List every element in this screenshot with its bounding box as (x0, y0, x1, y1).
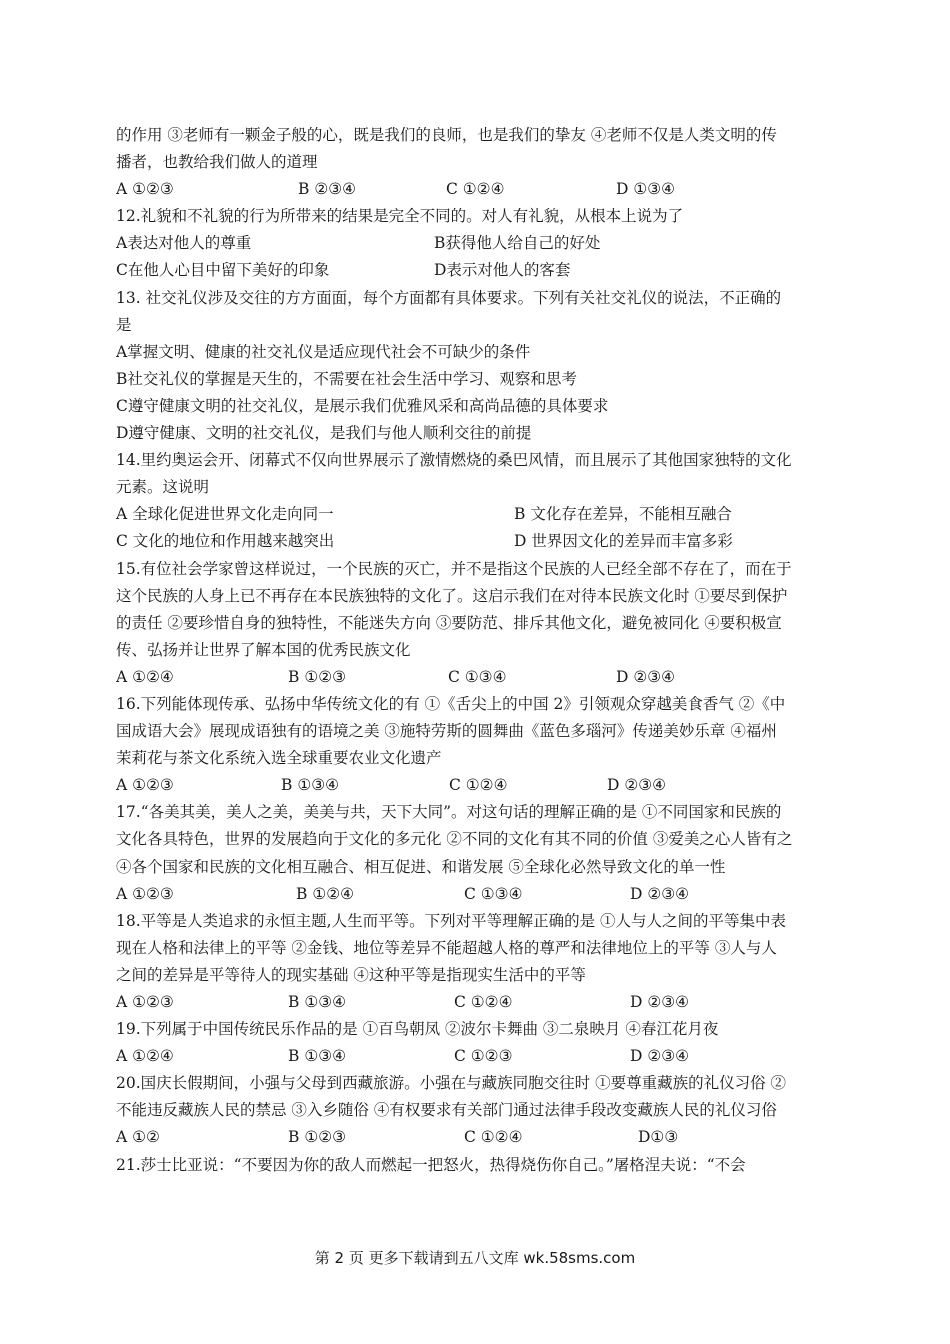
question-14 (116, 447, 838, 555)
option-b: B 文化存在差异，不能相互融合 (514, 505, 732, 524)
option-a: A ①②④ (116, 667, 174, 686)
option-d: D ②③④ (630, 993, 690, 1011)
question-text-line: 17.“各美其美，美人之美，美美与共，天下大同”。对这句话的理解正确的是 ①不同国家和民族的 (116, 803, 782, 822)
question-text-line: 元素。这说明 (116, 478, 210, 497)
option-a: A ①②③ (116, 180, 174, 199)
option-d: D表示对他人的客套 (434, 261, 571, 280)
question-21 (116, 1152, 838, 1179)
question-text-line: 21.莎士比亚说：“不要因为你的敌人而燃起一把怒火，热得烧伤你自己。”屠格涅夫说：“不会 (116, 1155, 746, 1174)
option-c: C ①②③ (454, 1047, 513, 1066)
option-d: D ①③④ (616, 180, 676, 199)
option-d: D 世界因文化的差异而丰富多彩 (514, 532, 733, 551)
question-13 (116, 285, 838, 448)
answer-options (116, 501, 838, 528)
option-a: A表达对他人的尊重 (116, 234, 252, 253)
question-17 (116, 799, 838, 907)
question-text-line: 20.国庆长假期间，小强与父母到西藏旅游。小强在与藏族同胞交往时 ①要尊重藏族的礼仪习俗 ② (116, 1074, 787, 1093)
option-a: A掌握文明、健康的社交礼仪是适应现代社会不可缺少的条件 (116, 342, 531, 361)
question-15 (116, 556, 838, 691)
option-c: C ①③④ (448, 667, 507, 686)
question-text-line: 现在人格和法律上的平等 ②金钱、地位等差异不能超越人格的尊严和法律地位上的平等 ③人与人 (116, 938, 777, 957)
question-text-line: 13. 社交礼仪涉及交往的方方面面，每个方面都有具体要求。下列有关社交礼仪的说法，不正确的 (116, 288, 782, 307)
answer-options (116, 664, 838, 691)
page-footer: 第 2 页 更多下载请到五八文库 wk.58sms.com (314, 1249, 636, 1267)
option-c: C遵守健康文明的社交礼仪，是展示我们优雅风采和高尚品德的具体要求 (116, 396, 609, 415)
question-text-line: 18.平等是人类追求的永恒主题,人生而平等。下列对平等理解正确的是 ①人与人之间的平等集中表 (116, 911, 787, 930)
question-18 (116, 908, 838, 1016)
answer-options (116, 1124, 838, 1151)
option-b: B ①③④ (288, 1047, 347, 1066)
question-12 (116, 203, 838, 284)
document-body (116, 122, 838, 1179)
answer-options (116, 230, 838, 257)
answer-options (116, 772, 838, 799)
option-c: C ①②④ (464, 1128, 523, 1147)
question-text-line: 14.里约奥运会开、闭幕式不仅向世界展示了激情燃烧的桑巴风情，而且展示了其他国家独特的文化 (116, 451, 792, 470)
question-text-line: 文化各具特色，世界的发展趋向于文化的多元化 ②不同的文化有其不同的价值 ③爱美之心人皆有之 (116, 830, 793, 849)
option-a: A ①② (116, 1128, 160, 1147)
option-b: B ①③④ (281, 776, 340, 795)
option-b: B ①③④ (288, 993, 347, 1011)
option-b: B获得他人给自己的好处 (434, 234, 601, 253)
option-d: D ②③④ (630, 884, 690, 903)
option-b: B社交礼仪的掌握是天生的，不需要在社会生活中学习、观察和思考 (116, 369, 577, 388)
option-d: D遵守健康、文明的社交礼仪，是我们与他人顺利交往的前提 (116, 424, 532, 443)
question-text-line: 之间的差异是平等待人的现实基础 ④这种平等是指现实生活中的平等 (116, 965, 586, 984)
option-c: C ①②④ (449, 776, 508, 795)
answer-options (116, 257, 838, 284)
option-c: C ①②④ (446, 180, 505, 199)
question-text-line: 国成语大会》展现成语独有的语境之美 ③施特劳斯的圆舞曲《蓝色多瑙河》传递美妙乐章 ④福州 (116, 722, 777, 741)
option-b: B ②③④ (298, 180, 357, 199)
option-b: B ①②③ (288, 1128, 347, 1147)
answer-options (116, 989, 838, 1016)
question-text-line: 的责任 ②要珍惜自身的独特性，不能迷失方向 ③要防范、排斥其他文化，避免被同化 ④要积极宣 (116, 613, 782, 632)
option-d: D ②③④ (630, 1047, 690, 1066)
question-text-line: 是 (116, 315, 132, 334)
option-a: A ①②③ (116, 776, 174, 795)
option-c: C ①②④ (454, 993, 513, 1011)
option-a: A ①②③ (116, 993, 174, 1011)
question-text-line: 传、弘扬并让世界了解本国的优秀民族文化 (116, 640, 411, 659)
question-16 (116, 691, 838, 799)
question-text-line: 19.下列属于中国传统民乐作品的是 ①百鸟朝凤 ②波尔卡舞曲 ③二泉映月 ④春江花月夜 (116, 1020, 719, 1039)
question-text-line: 16.下列能体现传承、弘扬中华传统文化的有 ①《舌尖上的中国 2》引领观众穿越美食香气 ②《中 (116, 694, 786, 713)
answer-options (116, 176, 838, 203)
question-text-line: 15.有位社会学家曾这样说过，一个民族的灭亡，并不是指这个民族的人已经全部不存在了，而在于 (116, 559, 792, 578)
option-c: C ①③④ (464, 884, 523, 903)
option-b: B ①②③ (288, 667, 347, 686)
option-d: D①③ (638, 1128, 679, 1147)
question-text-line: 的作用 ③老师有一颗金子般的心，既是我们的良师，也是我们的挚友 ④老师不仅是人类文明的传 (116, 126, 777, 144)
question-11 (116, 122, 838, 203)
question-19 (116, 1016, 838, 1070)
option-b: B ①②④ (296, 884, 355, 903)
option-d: D ②③④ (616, 667, 676, 686)
option-c: C 文化的地位和作用越来越突出 (116, 532, 335, 551)
question-text-line: 这个民族的人身上已不再存在本民族独特的文化了。这启示我们在对待本民族文化时 ①要尽到保护 (116, 586, 788, 605)
question-text-line: ④各个国家和民族的文化相互融合、相互促进、和谐发展 ⑤全球化必然导致文化的单一性 (116, 857, 726, 876)
question-text-line: 茉莉花与茶文化系统入选全球重要农业文化遗产 (116, 749, 442, 768)
answer-options (116, 881, 838, 908)
option-d: D ②③④ (607, 776, 667, 795)
option-a: A ①②④ (116, 1047, 174, 1066)
question-text-line: 不能违反藏族人民的禁忌 ③入乡随俗 ④有权要求有关部门通过法律手段改变藏族人民的礼仪习俗 (116, 1101, 777, 1120)
answer-options (116, 1043, 838, 1070)
question-text-line: 播者，也教给我们做人的道理 (116, 153, 318, 172)
question-20 (116, 1070, 838, 1151)
option-c: C在他人心目中留下美好的印象 (116, 261, 330, 280)
question-stem: 12.礼貌和不礼貌的行为所带来的结果是完全不同的。对人有礼貌，从根本上说为了 (116, 207, 684, 226)
answer-options (116, 528, 838, 555)
option-a: A ①②③ (116, 884, 174, 903)
option-a: A 全球化促进世界文化走向同一 (116, 505, 334, 524)
